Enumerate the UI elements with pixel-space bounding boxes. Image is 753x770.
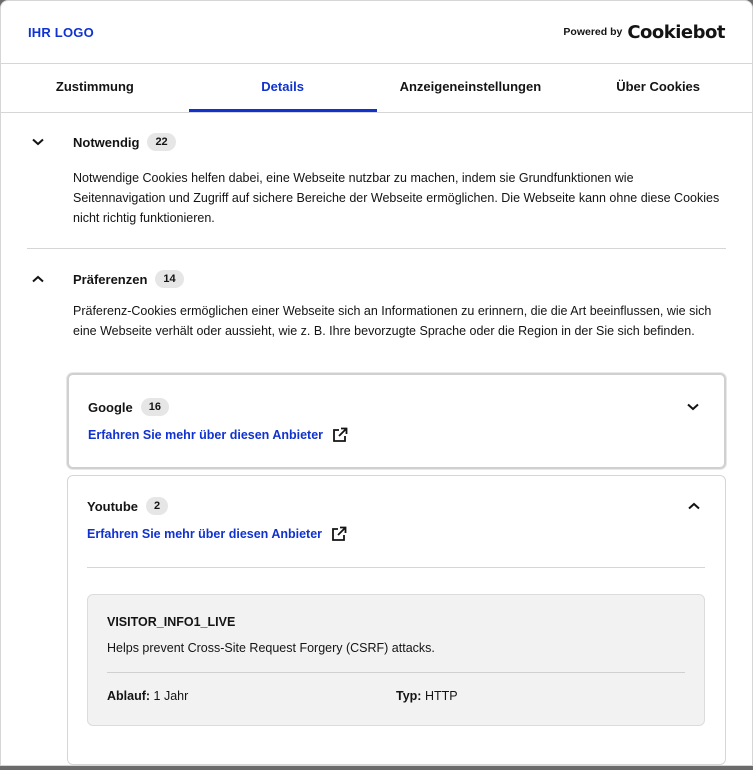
- section-description-preferences: Präferenz-Cookies ermöglichen einer Webseite sich an Informationen zu erinnern, die die Art beeinflussen, wie sich eine Webseite verhält oder aussieht, wie z. B. Ihre bevorzugte Sprache oder die Region in der Sie sich befinden.: [73, 304, 712, 338]
- count-badge-google: 16: [141, 398, 169, 416]
- section-divider: [27, 248, 726, 249]
- powered-by[interactable]: [563, 22, 725, 43]
- provider-toggle-google[interactable]: [88, 392, 704, 422]
- count-badge-youtube: 2: [146, 497, 168, 515]
- count-badge-preferences: 14: [155, 270, 183, 288]
- cookie-expiry: [107, 689, 396, 703]
- chevron-down-icon: [682, 396, 704, 418]
- provider-toggle-youtube[interactable]: [87, 491, 705, 521]
- section-toggle-preferences[interactable]: [27, 268, 726, 290]
- cookie-divider: [107, 672, 685, 673]
- provider-name-youtube: Youtube: [87, 498, 139, 514]
- tab-anzeigeneinstellungen[interactable]: Anzeigeneinstellungen: [399, 79, 542, 94]
- external-link-icon: [331, 526, 347, 542]
- provider-name-google: Google: [88, 399, 133, 415]
- section-title-preferences: Präferenzen: [73, 271, 148, 287]
- provider-divider: [87, 567, 705, 568]
- type-label: Typ:: [396, 689, 422, 703]
- section-title-necessary: Notwendig: [73, 134, 140, 150]
- tab-ueber-cookies[interactable]: Über Cookies: [616, 79, 701, 94]
- provider-link-label: Erfahren Sie mehr über diesen Anbieter: [88, 428, 324, 442]
- chevron-up-icon: [683, 495, 705, 517]
- tab-bar: [1, 64, 752, 113]
- provider-card-youtube: [67, 475, 726, 765]
- tab-details[interactable]: Details: [189, 64, 377, 112]
- provider-link-label: Erfahren Sie mehr über diesen Anbieter: [87, 527, 323, 541]
- section-description-necessary: Notwendige Cookies helfen dabei, eine Webseite nutzbar zu machen, indem sie Grundfunktionen wie Seitennavigation und Zugriff auf sichere Bereiche der Webseite ermöglichen. Die Webseite kann ohne diese Cookies nicht richtig funktionieren.: [73, 171, 720, 225]
- site-logo: IHR LOGO: [28, 24, 94, 40]
- details-panel: [1, 131, 752, 765]
- type-value: HTTP: [424, 689, 458, 703]
- provider-link-google[interactable]: [88, 427, 704, 443]
- powered-by-label: Powered by: [563, 26, 623, 38]
- chevron-down-icon: [27, 131, 49, 153]
- dialog-header: [1, 1, 752, 64]
- chevron-up-icon: [27, 268, 49, 290]
- expiry-value: 1 Jahr: [153, 689, 189, 703]
- count-badge-necessary: 22: [147, 133, 175, 151]
- cookie-type: [396, 689, 685, 703]
- provider-card-google: [67, 373, 726, 469]
- cookie-detail-card: [87, 594, 705, 726]
- cookie-description: Helps prevent Cross-Site Request Forgery (CSRF) attacks.: [107, 641, 435, 655]
- provider-link-youtube[interactable]: [87, 526, 705, 542]
- tab-zustimmung[interactable]: Zustimmung: [55, 79, 134, 94]
- section-toggle-necessary[interactable]: [27, 131, 726, 153]
- external-link-icon: [332, 427, 348, 443]
- cookie-meta: [107, 689, 685, 703]
- cookie-name: VISITOR_INFO1_LIVE: [107, 615, 236, 629]
- expiry-label: Ablauf:: [107, 689, 151, 703]
- cookiebot-logo: Cookiebot: [627, 21, 725, 43]
